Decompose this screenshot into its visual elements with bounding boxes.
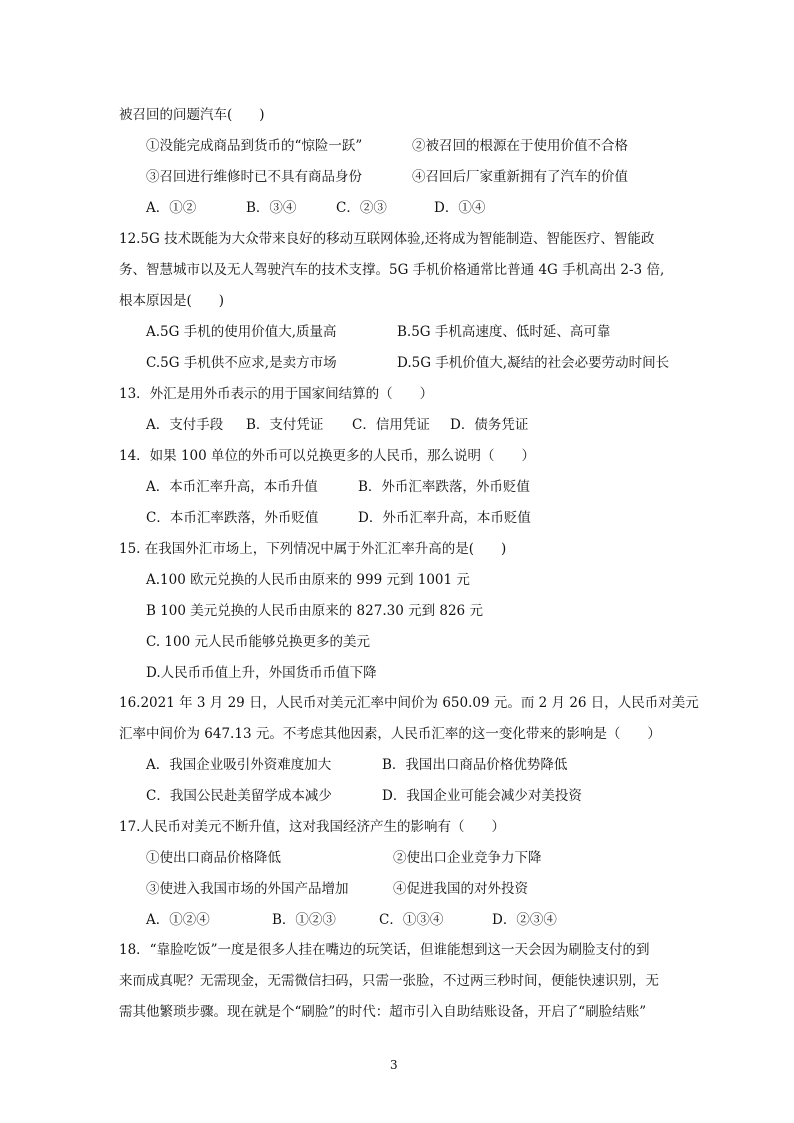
q18-line-3: 需其他繁琐步骤。现在就是个“刷脸”的时代：超市引入自助结账设备，开启了“刷脸结账” (119, 1004, 647, 1020)
q11-statement-1: ①没能完成商品到货币的“惊险一跃” (146, 138, 363, 154)
q15-stem: 15. 在我国外汇市场上，下列情况中属于外汇汇率升高的是( ) (119, 541, 507, 557)
q11-option-c: C．②③ (336, 200, 387, 216)
q16-line-1: 16.2021 年 3 月 29 日，人民币对美元汇率中间价为 650.09 元。而 2 月 26 日，人民币对美元 (119, 695, 699, 711)
q14-option-a: A．本币汇率升高，本币升值 (146, 479, 318, 495)
q17-statement-4: ④促进我国的对外投资 (393, 881, 528, 897)
q13-option-d: D．债务凭证 (450, 417, 529, 433)
q17-statement-3: ③使进入我国市场的外国产品增加 (146, 881, 349, 897)
q14-stem: 14．如果 100 单位的外币可以兑换更多的人民币，那么说明（ ） (119, 448, 536, 464)
q14-option-b: B．外币汇率跌落，外币贬值 (358, 479, 530, 495)
q17-stem: 17.人民币对美元不断升值，这对我国经济产生的影响有（ ） (119, 819, 505, 835)
q17-option-c: C．①③④ (379, 912, 444, 928)
q18-line-2: 来而成真呢？无需现金，无需微信扫码，只需一张脸，不过两三秒时间，便能快速识别，无 (119, 973, 659, 989)
q16-line-2: 汇率中间价为 647.13 元。不考虑其他因素，人民币汇率的这一变化带来的影响是（ ） (119, 726, 661, 742)
q17-option-b: B．①②③ (272, 912, 336, 928)
q13-option-b: B．支付凭证 (246, 417, 324, 433)
q12-option-a: A.5G 手机的使用价值大,质量高 (146, 324, 337, 340)
q17-statement-1: ①使出口商品价格降低 (146, 850, 281, 866)
q13-stem: 13．外汇是用外币表示的用于国家间结算的（ ） (119, 386, 434, 402)
q15-option-d: D.人民币币值上升，外国货币币值下降 (146, 665, 377, 681)
q17-statement-2: ②使出口企业竞争力下降 (393, 850, 542, 866)
q18-line-1: 18．“靠脸吃饭”一度是很多人挂在嘴边的玩笑话，但谁能想到这一天会因为刷脸支付的到 (119, 942, 650, 958)
q11-statement-2: ②被召回的根源在于使用价值不合格 (412, 138, 628, 154)
q11-statement-4: ④召回后厂家重新拥有了汽车的价值 (412, 169, 628, 185)
q12-line-1: 12.5G 技术既能为大众带来良好的移动互联网体验,还将成为智能制造、智能医疗、智能政 (119, 231, 655, 247)
q11-option-d: D．①④ (434, 200, 486, 216)
q15-option-b: B 100 美元兑换的人民币由原来的 827.30 元到 826 元 (146, 603, 483, 619)
q17-option-a: A．①②④ (146, 912, 210, 928)
q13-option-a: A．支付手段 (146, 417, 224, 433)
q16-option-b: B．我国出口商品价格优势降低 (382, 757, 568, 773)
q16-option-c: C．我国公民赴美留学成本减少 (146, 788, 332, 804)
q13-option-c: C．信用凭证 (352, 417, 430, 433)
q17-option-d: D．②③④ (492, 912, 557, 928)
q15-option-c: C. 100 元人民币能够兑换更多的美元 (146, 634, 370, 650)
q16-option-d: D．我国企业可能会减少对美投资 (382, 788, 582, 804)
q11-option-b: B．③④ (246, 200, 297, 216)
q12-line-3: 根本原因是( ) (119, 293, 225, 309)
q12-option-d: D.5G 手机价值大,凝结的社会必要劳动时间长 (397, 355, 670, 371)
q12-option-c: C.5G 手机供不应求,是卖方市场 (146, 355, 337, 371)
q14-option-c: C．本币汇率跌落，外币贬值 (146, 510, 319, 526)
q16-option-a: A．我国企业吸引外资难度加大 (146, 757, 332, 773)
q12-option-b: B.5G 手机高速度、低时延、高可靠 (397, 324, 611, 340)
page-number: 3 (390, 1058, 398, 1072)
q12-line-2: 务、智慧城市以及无人驾驶汽车的技术支撑。5G 手机价格通常比普通 4G 手机高出 2-3 倍, (119, 262, 665, 278)
q11-option-a: A．①② (146, 200, 197, 216)
q11-stem: 被召回的问题汽车( ) (119, 107, 265, 123)
q11-statement-3: ③召回进行维修时已不具有商品身份 (146, 169, 362, 185)
q15-option-a: A.100 欧元兑换的人民币由原来的 999 元到 1001 元 (146, 572, 470, 588)
q14-option-d: D．外币汇率升高，本币贬值 (358, 510, 531, 526)
